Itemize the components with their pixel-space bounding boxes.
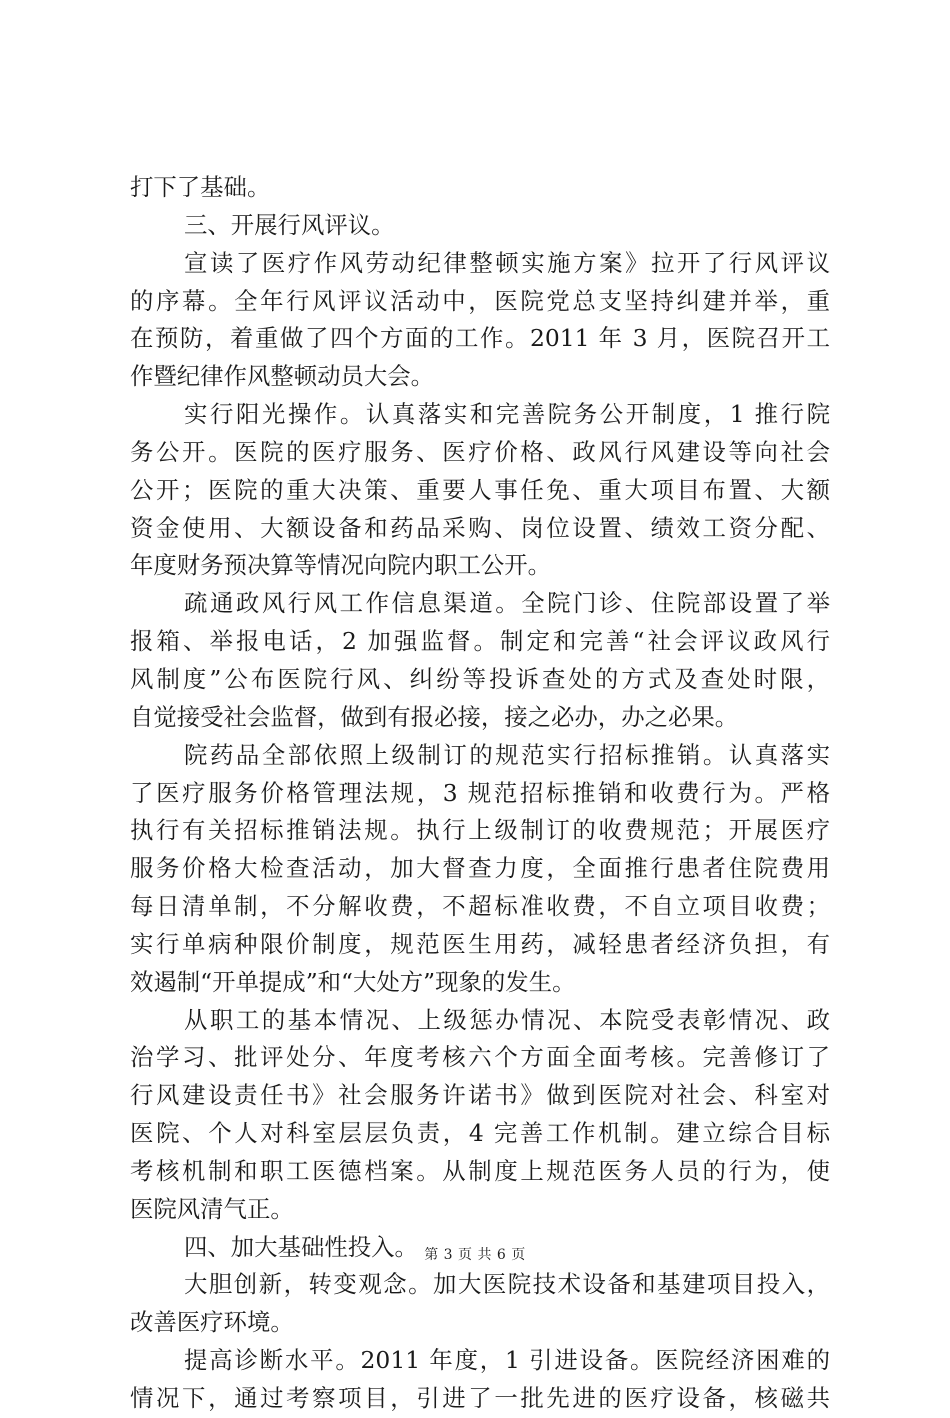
text-line: 四、加大基础性投入。 [184, 1232, 418, 1261]
text-line: 实行单病种限价制度，规范医生用药，减轻患者经济负担，有 [130, 929, 830, 958]
text-line: 行风建设责任书》社会服务许诺书》做到医院对社会、科室对 [130, 1081, 830, 1110]
text-line: 疏通政风行风工作信息渠道。全院门诊、住院部设置了举 [184, 589, 830, 618]
text-line: 从职工的基本情况、上级惩办情况、本院受表彰情况、政 [184, 1005, 830, 1034]
text-line: 作暨纪律作风整顿动员大会。 [130, 362, 435, 391]
text-line: 资金使用、大额设备和药品采购、岗位设置、绩效工资分配、 [130, 513, 830, 542]
text-line: 自觉接受社会监督，做到有报必接，接之必办，办之必果。 [130, 702, 739, 731]
text-line: 三、开展行风评议。 [184, 210, 395, 239]
text-line: 情况下，通过考察项目，引进了一批先进的医疗设备，核磁共 [130, 1384, 830, 1412]
text-line: 的序幕。全年行风评议活动中，医院党总支坚持纠建并举，重 [130, 286, 830, 315]
text-line: 服务价格大检查活动，加大督查力度，全面推行患者住院费用 [130, 854, 830, 883]
text-line: 改善医疗环境。 [130, 1308, 294, 1337]
text-line: 了医疗服务价格管理法规，3 规范招标推销和收费行为。严格 [130, 778, 830, 807]
text-line: 风制度”公布医院行风、纠纷等投诉查处的方式及查处时限， [130, 664, 830, 693]
text-line: 执行有关招标推销法规。执行上级制订的收费规范；开展医疗 [130, 816, 830, 845]
text-line: 大胆创新，转变观念。加大医院技术设备和基建项目投入， [184, 1270, 830, 1299]
text-line: 治学习、批评处分、年度考核六个方面全面考核。完善修订了 [130, 1043, 830, 1072]
text-line: 提高诊断水平。2011 年度，1 引进设备。医院经济困难的 [184, 1346, 830, 1375]
text-line: 打下了基础。 [130, 173, 271, 201]
text-line: 报箱、举报电话，2 加强监督。制定和完善“社会评议政风行 [130, 627, 830, 656]
text-line: 医院风清气正。 [130, 1194, 294, 1223]
text-line: 实行阳光操作。认真落实和完善院务公开制度，1 推行院 [184, 400, 830, 429]
page-footer: 第 3 页 共 6 页 [424, 1247, 526, 1263]
document-body [130, 169, 830, 1418]
text-line: 考核机制和职工医德档案。从制度上规范医务人员的行为，使 [130, 1156, 830, 1185]
text-line: 效遏制“开单提成”和“大处方”现象的发生。 [130, 967, 576, 996]
text-line: 医院、个人对科室层层负责，4 完善工作机制。建立综合目标 [130, 1119, 830, 1148]
text-line: 每日清单制，不分解收费，不超标准收费，不自立项目收费； [130, 892, 830, 921]
text-line: 务公开。医院的医疗服务、医疗价格、政风行风建设等向社会 [130, 437, 830, 466]
text-line: 公开；医院的重大决策、重要人事任免、重大项目布置、大额 [130, 475, 830, 504]
text-line: 年度财务预决算等情况向院内职工公开。 [130, 551, 552, 580]
text-line: 在预防，着重做了四个方面的工作。2011 年 3 月，医院召开工 [130, 324, 830, 353]
text-line: 院药品全部依照上级制订的规范实行招标推销。认真落实 [184, 740, 830, 769]
text-line: 宣读了医疗作风劳动纪律整顿实施方案》拉开了行风评议 [184, 248, 830, 277]
